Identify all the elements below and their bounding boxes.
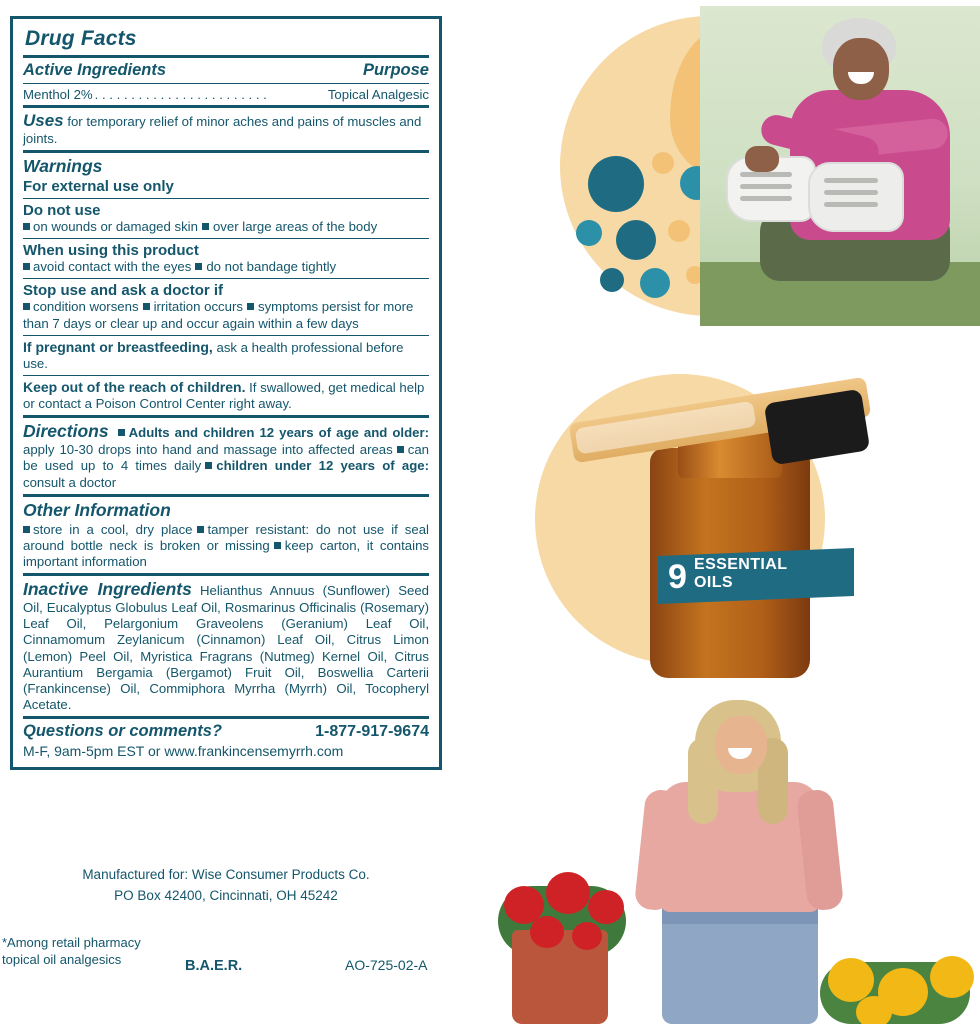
list-item: tamper resistant: do not use if seal around bottle neck is broken or missing xyxy=(23,521,429,553)
purpose-value: Topical Analgesic xyxy=(327,87,429,102)
product-code: AO-725-02-A xyxy=(345,957,428,973)
list-item: avoid contact with the eyes xyxy=(33,259,192,275)
bubble-icon xyxy=(588,156,644,212)
bullet-square-icon xyxy=(23,303,30,310)
face xyxy=(833,38,889,100)
active-ingredient-row xyxy=(23,87,429,102)
bubble-icon xyxy=(576,220,602,246)
lifestyle-photo-gardening xyxy=(490,690,980,1024)
bullet-square-icon xyxy=(118,429,125,436)
shoelace xyxy=(740,172,792,177)
list-item: on wounds or damaged skin xyxy=(33,219,198,235)
bullet-square-icon xyxy=(197,526,204,533)
active-ingredients-heading: Active Ingredients xyxy=(23,61,167,79)
bullet-square-icon xyxy=(23,526,30,533)
when-using-items xyxy=(23,259,429,275)
inactive-ingredients-title: Inactive Ingredients xyxy=(23,578,192,599)
shirt xyxy=(660,782,820,912)
yellow-flower xyxy=(930,956,974,998)
list-item: store in a cool, dry place xyxy=(33,521,193,537)
stop-use-items xyxy=(23,299,429,331)
pregnancy-warning-bold: If pregnant or breastfeeding, xyxy=(23,338,213,355)
divider xyxy=(23,494,429,497)
shoelace xyxy=(740,196,792,201)
imagery-column xyxy=(450,0,980,1024)
manufacturer-line-1: Manufactured for: Wise Consumer Products Co. xyxy=(82,867,370,882)
other-information-title: Other Information xyxy=(23,499,171,520)
list-item: over large areas of the body xyxy=(212,219,378,235)
divider xyxy=(23,55,429,58)
drug-facts-panel xyxy=(10,16,442,770)
footnote-among-line-1: *Among retail pharmacy xyxy=(2,935,141,950)
do-not-use-title: Do not use xyxy=(23,202,101,220)
face xyxy=(715,716,767,774)
hand xyxy=(745,146,779,172)
page-title: Drug Facts xyxy=(25,27,137,50)
footnote-among xyxy=(2,935,141,969)
pregnancy-warning-text: ask a health professional before use. xyxy=(23,339,404,371)
badge-number: 9 xyxy=(668,558,687,596)
divider xyxy=(23,238,429,239)
bullet-square-icon xyxy=(247,303,254,310)
manufacturer-block xyxy=(10,865,442,907)
children-warning xyxy=(23,379,429,412)
active-ingredient-name: Menthol 2% xyxy=(23,87,93,102)
external-use-only: For external use only xyxy=(23,178,174,196)
inactive-ingredients-text: Helianthus Annuus (Sunflower) Seed Oil, Eucalyptus Globulus Leaf Oil, Rosmarinus Officinalis (Rosemary) Leaf Oil, Pelargonium Graveolens (Geranium) Leaf Oil, Cinnamomum Zeylanicum (Cinnamon) Leaf Oil, Citrus Limon (Lemon) Peel Oil, Myristica Fragrans (Nutmeg) Kernel Oil, Citrus Aurantium Bergamia (Bergamot) Fruit Oil, Boswellia Carterii (Frankincense) Oil, Commiphora Myrrha (Myrrh) Oil, Tocopheryl Acetate. xyxy=(23,582,429,712)
divider xyxy=(23,198,429,199)
divider xyxy=(23,573,429,576)
directions-title: Directions xyxy=(23,420,109,441)
lifestyle-photo-stretching xyxy=(540,6,980,326)
bullet-square-icon xyxy=(274,542,281,549)
red-flower xyxy=(546,872,590,914)
directions-text-1: apply 10-30 drops into hand and massage into affected areas xyxy=(23,442,393,458)
bubble-icon xyxy=(668,220,690,242)
children-warning-bold: Keep out of the reach of children. xyxy=(23,378,246,395)
divider xyxy=(23,150,429,153)
list-item: irritation occurs xyxy=(153,299,243,315)
divider xyxy=(23,375,429,376)
list-item: condition worsens xyxy=(33,299,139,315)
manufacturer-line-2: PO Box 42400, Cincinnati, OH 45242 xyxy=(114,887,338,903)
shoelace xyxy=(740,184,792,189)
shoelace xyxy=(824,202,878,207)
hair-left-strand xyxy=(688,738,718,824)
list-item: do not bandage tightly xyxy=(206,259,337,275)
bullet-square-icon xyxy=(23,223,30,230)
bullet-square-icon xyxy=(205,462,212,469)
purpose-heading: Purpose xyxy=(362,61,429,79)
bullet-square-icon xyxy=(202,223,209,230)
inactive-ingredients-section xyxy=(23,579,429,713)
directions-section xyxy=(23,421,429,491)
badge-line-2: OILS xyxy=(694,574,733,591)
uses-text: for temporary relief of minor aches and pains of muscles and joints. xyxy=(23,114,422,147)
divider xyxy=(23,83,429,84)
bullet-square-icon xyxy=(195,263,202,270)
shoelace xyxy=(824,190,878,195)
product-photo-dropper-bottle xyxy=(510,352,980,672)
bubble-icon xyxy=(600,268,624,292)
shoelace xyxy=(824,178,878,183)
divider xyxy=(23,335,429,336)
divider xyxy=(23,105,429,108)
stop-use-title: Stop use and ask a doctor if xyxy=(23,282,224,300)
baer-label: B.A.E.R. xyxy=(185,958,243,974)
directions-age-bold: Adults and children 12 years of age and older: xyxy=(128,424,429,440)
bubble-icon xyxy=(640,268,670,298)
bullet-square-icon xyxy=(143,303,150,310)
photo-woman-stretching xyxy=(700,6,980,326)
phone-number[interactable]: 1-877-917-9674 xyxy=(315,722,429,740)
right-shoe xyxy=(808,162,904,232)
pregnancy-warning xyxy=(23,339,429,372)
badge-line-1: ESSENTIAL xyxy=(694,556,788,573)
directions-text-3: consult a doctor xyxy=(23,474,117,490)
bullet-square-icon xyxy=(397,446,404,453)
leader-dots: . . . . . . . . . . . . . . . . . . . . . . . . xyxy=(94,87,267,102)
questions-row xyxy=(23,722,429,741)
red-flower xyxy=(588,890,624,924)
yellow-flower xyxy=(856,996,892,1024)
questions-title: Questions or comments? xyxy=(23,721,222,740)
when-using-title: When using this product xyxy=(23,242,199,260)
bullet-square-icon xyxy=(23,263,30,270)
hours-and-website[interactable]: M-F, 9am-5pm EST or www.frankincensemyrrh.com xyxy=(23,742,344,759)
red-flower xyxy=(530,916,564,948)
bubble-icon xyxy=(616,220,656,260)
divider xyxy=(23,716,429,719)
red-flower xyxy=(572,922,602,950)
yellow-flower xyxy=(828,958,874,1002)
warnings-title: Warnings xyxy=(23,156,103,177)
uses-label: Uses xyxy=(23,111,64,130)
directions-text-2: can be used up to 4 times daily xyxy=(23,442,429,474)
divider xyxy=(23,415,429,418)
do-not-use-items xyxy=(23,219,429,235)
list-item: symptoms persist for more than 7 days or clear up and occur again within a few days xyxy=(23,299,414,331)
divider xyxy=(23,278,429,279)
footnote-among-line-2: topical oil analgesics xyxy=(2,951,122,967)
active-purpose-headings xyxy=(23,61,429,80)
uses-section xyxy=(23,111,429,147)
children-warning-text: If swallowed, get medical help or contact a Poison Control Center right away. xyxy=(23,379,425,411)
directions-under12-bold: children under 12 years of age: xyxy=(216,458,429,474)
other-information-items xyxy=(23,522,429,570)
bubble-icon xyxy=(652,152,674,174)
list-item: keep carton, it contains important information xyxy=(23,537,429,569)
